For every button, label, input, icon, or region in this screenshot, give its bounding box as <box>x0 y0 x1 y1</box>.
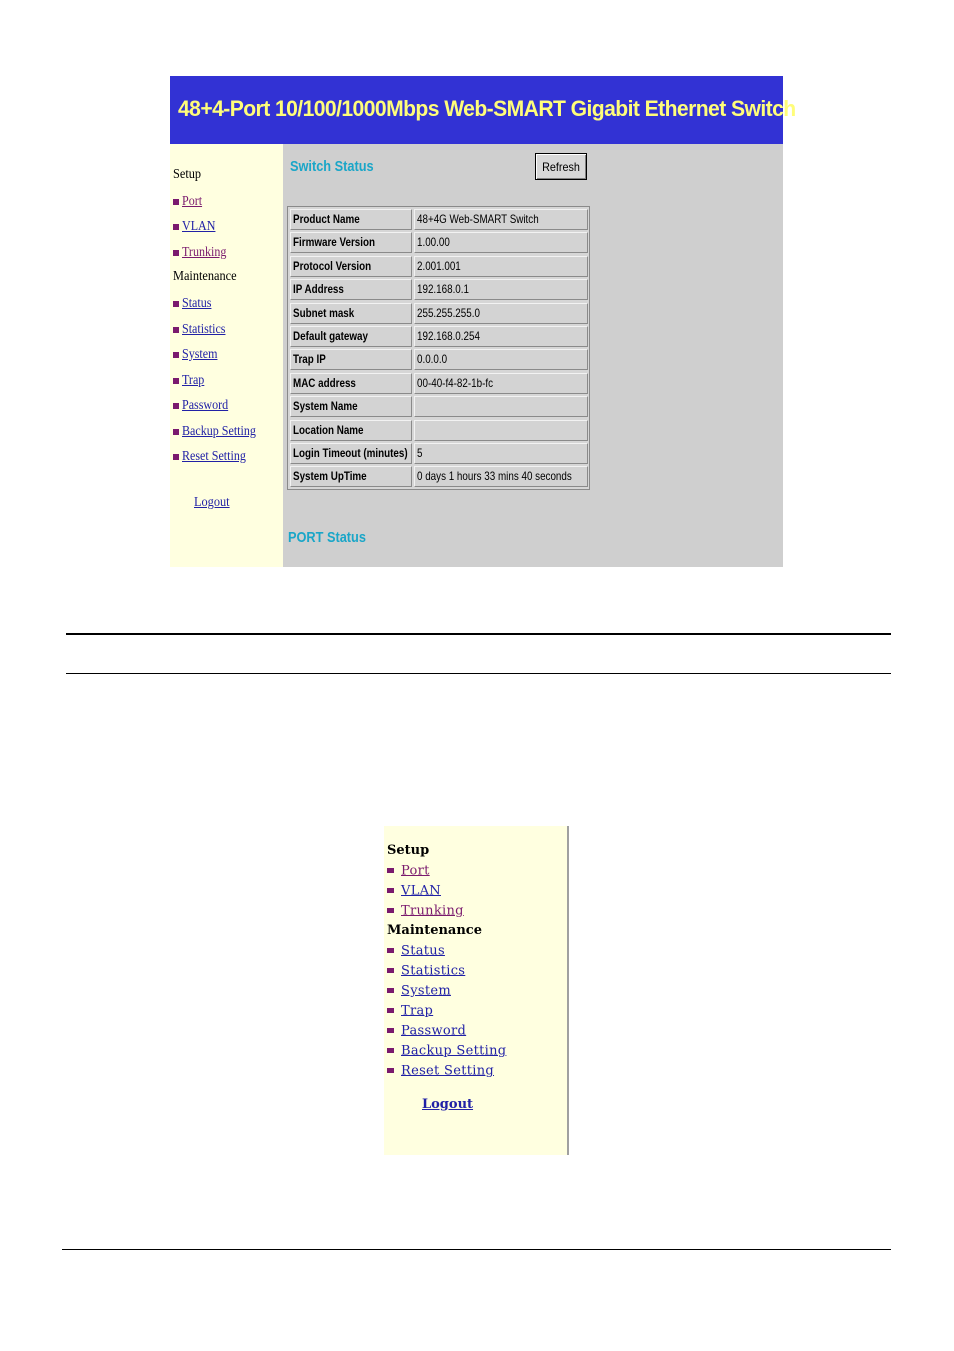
sidebar-item-password[interactable] <box>173 397 236 415</box>
sidebar-item-system[interactable] <box>173 346 223 364</box>
row-value: 192.168.0.254 <box>414 326 588 347</box>
bullet-icon <box>387 968 394 973</box>
nav-link-password[interactable]: Password <box>182 397 229 413</box>
row-label: Default gateway <box>290 326 412 347</box>
logout-link[interactable]: Logout <box>194 495 230 510</box>
row-value: 0 days 1 hours 33 mins 40 seconds <box>414 466 588 487</box>
nav-link-trap[interactable]: Trap <box>401 1003 434 1019</box>
bullet-icon <box>387 1008 394 1013</box>
row-label: Login Timeout (minutes) <box>290 443 412 464</box>
section-title: Switch Status <box>290 158 374 175</box>
port-status-title: PORT Status <box>288 529 366 546</box>
row-value: 1.00.00 <box>414 232 588 253</box>
nav-heading-setup: Setup <box>387 843 430 858</box>
divider-bottom <box>62 1249 891 1250</box>
nav-link-trap[interactable]: Trap <box>182 372 205 388</box>
row-value: 48+4G Web-SMART Switch <box>414 209 588 230</box>
sidebar-item-system[interactable] <box>387 982 451 999</box>
row-label: Trap IP <box>290 349 412 370</box>
row-label: MAC address <box>290 373 412 394</box>
bullet-icon <box>173 403 179 409</box>
sidebar-item-vlan[interactable] <box>387 882 441 899</box>
row-label: System UpTime <box>290 466 412 487</box>
nav-link-trunking[interactable]: Trunking <box>401 903 464 919</box>
row-value: 255.255.255.0 <box>414 303 588 324</box>
bullet-icon <box>387 888 394 893</box>
bullet-icon <box>387 948 394 953</box>
sidebar-item-trunking[interactable] <box>387 902 464 919</box>
nav-link-trunking[interactable]: Trunking <box>182 244 227 260</box>
row-value <box>414 396 588 417</box>
switch-status-screenshot <box>170 76 796 567</box>
refresh-button[interactable] <box>535 153 587 180</box>
refresh-button-label: Refresh <box>542 159 580 174</box>
row-label: Location Name <box>290 420 412 441</box>
bullet-icon <box>387 1068 394 1073</box>
row-value <box>414 420 588 441</box>
nav-link-password[interactable]: Password <box>401 1023 467 1039</box>
bullet-icon <box>387 988 394 993</box>
sidebar-item-status[interactable] <box>173 295 216 313</box>
logout-link[interactable]: Logout <box>422 1097 474 1112</box>
nav-heading-maintenance: Maintenance <box>387 923 482 938</box>
sidebar-nav <box>170 144 283 567</box>
sidebar-item-backup-setting[interactable] <box>387 1042 506 1059</box>
row-value: 0.0.0.0 <box>414 349 588 370</box>
bullet-icon <box>173 199 179 205</box>
bullet-icon <box>173 429 179 435</box>
sidebar-item-statistics[interactable] <box>173 321 233 339</box>
bullet-icon <box>173 454 179 460</box>
nav-link-vlan[interactable]: VLAN <box>182 218 216 234</box>
row-value: 192.168.0.1 <box>414 279 588 300</box>
sidebar-item-statistics[interactable] <box>387 962 465 979</box>
row-label: System Name <box>290 396 412 417</box>
menu-screenshot <box>384 826 569 1155</box>
sidebar-item-reset-setting[interactable] <box>387 1062 494 1079</box>
divider-top <box>66 633 891 635</box>
bullet-icon <box>173 378 179 384</box>
nav-link-status[interactable]: Status <box>401 943 445 959</box>
nav-link-backup-setting[interactable]: Backup Setting <box>401 1043 507 1059</box>
sidebar-item-port[interactable] <box>173 193 205 211</box>
header-banner <box>170 76 796 144</box>
row-label: Protocol Version <box>290 256 412 277</box>
main-content <box>283 144 783 567</box>
nav-link-statistics[interactable]: Statistics <box>401 963 466 979</box>
bullet-icon <box>173 301 179 307</box>
bullet-icon <box>173 327 179 333</box>
bullet-icon <box>173 352 179 358</box>
row-label: Product Name <box>290 209 412 230</box>
sidebar-item-password[interactable] <box>387 1022 466 1039</box>
row-value: 2.001.001 <box>414 256 588 277</box>
nav-heading-setup: Setup <box>173 167 202 182</box>
sidebar-item-trap[interactable] <box>173 372 208 390</box>
sidebar-item-port[interactable] <box>387 862 430 879</box>
sidebar-item-reset-setting[interactable] <box>173 448 256 466</box>
nav-link-backup-setting[interactable]: Backup Setting <box>182 423 256 439</box>
divider-middle <box>66 673 891 674</box>
nav-link-system[interactable]: System <box>182 346 218 362</box>
row-label: IP Address <box>290 279 412 300</box>
nav-link-statistics[interactable]: Statistics <box>182 321 226 337</box>
bullet-icon <box>387 868 394 873</box>
nav-link-vlan[interactable]: VLAN <box>401 883 441 899</box>
row-label: Subnet mask <box>290 303 412 324</box>
row-label: Firmware Version <box>290 232 412 253</box>
row-value: 00-40-f4-82-1b-fc <box>414 373 588 394</box>
nav-link-port[interactable]: Port <box>401 863 430 879</box>
nav-link-reset-setting[interactable]: Reset Setting <box>182 448 246 464</box>
bullet-icon <box>387 1028 394 1033</box>
row-value: 5 <box>414 443 588 464</box>
sidebar-item-backup-setting[interactable] <box>173 423 268 441</box>
nav-link-system[interactable]: System <box>401 983 451 999</box>
bullet-icon <box>387 908 394 913</box>
nav-link-status[interactable]: Status <box>182 295 212 311</box>
banner-title: 48+4-Port 10/100/1000Mbps Web-SMART Gigabit Ethernet Switch <box>178 96 796 121</box>
bullet-icon <box>173 250 179 256</box>
nav-heading-maintenance: Maintenance <box>173 269 237 284</box>
switch-status-table <box>287 206 590 490</box>
sidebar-item-status[interactable] <box>387 942 445 959</box>
nav-link-port[interactable]: Port <box>182 193 203 209</box>
sidebar-item-trunking[interactable] <box>173 244 234 262</box>
bullet-icon <box>387 1048 394 1053</box>
bullet-icon <box>173 224 179 230</box>
sidebar-item-trap[interactable] <box>387 1002 433 1019</box>
sidebar-item-vlan[interactable] <box>173 218 221 236</box>
nav-link-reset-setting[interactable]: Reset Setting <box>401 1063 495 1079</box>
